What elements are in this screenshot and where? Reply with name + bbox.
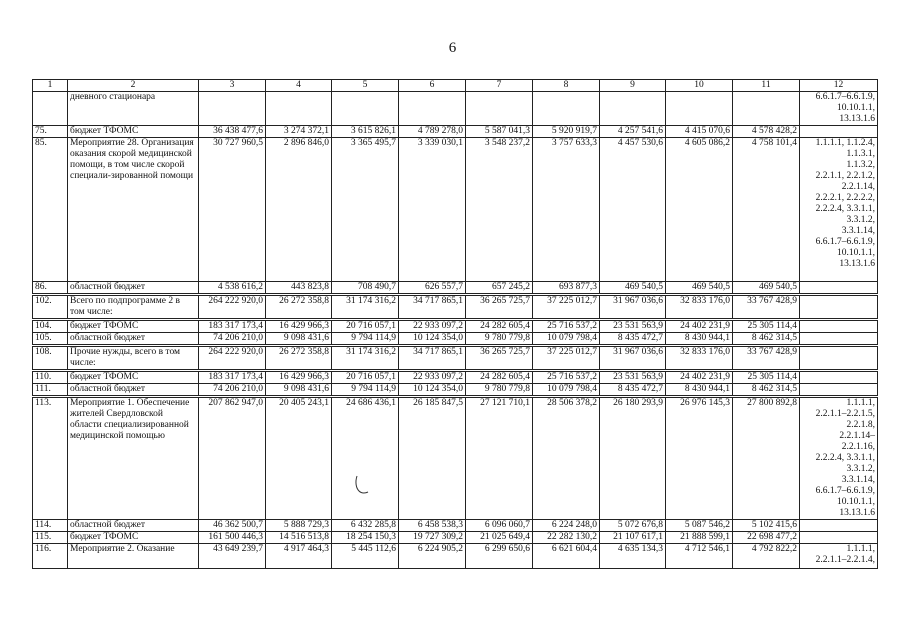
page-number: 6	[448, 40, 457, 56]
header-row	[33, 80, 878, 92]
row-name: областной бюджет	[68, 384, 199, 396]
value-col-4: 9 098 431,6	[266, 333, 332, 345]
row-number: 110.	[33, 372, 68, 384]
value-col-3: 30 727 960,5	[199, 138, 266, 282]
value-col-3: 264 222 920,0	[199, 347, 266, 370]
value-col-7: 657 245,2	[466, 282, 533, 294]
target-line: 3.3.1.14,	[841, 226, 875, 236]
row-number: 115.	[33, 532, 68, 544]
table-row	[33, 398, 878, 520]
target-line: 3.3.1.2,	[846, 464, 875, 474]
value-col-4: 26 272 358,8	[266, 347, 332, 370]
table-row	[33, 532, 878, 544]
value-col-8: 37 225 012,7	[533, 296, 600, 319]
value-col-7: 24 282 605,4	[466, 321, 533, 333]
row-number: 86.	[33, 282, 68, 294]
table-row	[33, 92, 878, 126]
target-line: 13.13.1.6	[839, 259, 875, 269]
target-indicators	[800, 520, 878, 532]
target-line: 2.2.1.14–	[839, 431, 875, 441]
target-line: 13.13.1.6	[839, 508, 875, 518]
value-col-11: 5 102 415,6	[733, 520, 800, 532]
table-row	[33, 372, 878, 384]
row-number	[33, 92, 68, 126]
header-cell-7: 7	[466, 80, 533, 92]
row-number: 108.	[33, 347, 68, 370]
value-col-10: 24 402 231,9	[666, 372, 733, 384]
target-indicators	[800, 398, 878, 520]
value-col-10: 8 430 944,1	[666, 333, 733, 345]
target-line: 1.1.3.2,	[846, 160, 875, 170]
value-col-4: 16 429 966,3	[266, 372, 332, 384]
value-col-10: 21 888 599,1	[666, 532, 733, 544]
value-col-3: 74 206 210,0	[199, 384, 266, 396]
row-name: дневного стационара	[68, 92, 199, 126]
value-col-3: 161 500 446,3	[199, 532, 266, 544]
header-cell-2: 2	[68, 80, 199, 92]
value-col-9: 23 531 563,9	[600, 372, 666, 384]
value-col-10: 4 605 086,2	[666, 138, 733, 282]
header-cell-11: 11	[733, 80, 800, 92]
value-col-5: 20 716 057,1	[332, 372, 399, 384]
target-indicators	[800, 372, 878, 384]
target-line: 2.2.2.1, 2.2.2.2,	[815, 193, 875, 203]
value-col-6: 4 789 278,0	[399, 126, 466, 138]
value-col-5: 31 174 316,2	[332, 347, 399, 370]
value-col-10: 32 833 176,0	[666, 347, 733, 370]
row-name: Прочие нужды, всего в том числе:	[68, 347, 199, 370]
row-name: областной бюджет	[68, 520, 199, 532]
value-col-9: 4 257 541,6	[600, 126, 666, 138]
value-col-11: 25 305 114,4	[733, 372, 800, 384]
value-col-9: 31 967 036,6	[600, 347, 666, 370]
value-col-6: 6 224 905,2	[399, 544, 466, 569]
target-indicators	[800, 126, 878, 138]
table-row	[33, 138, 878, 282]
value-col-9: 8 435 472,7	[600, 384, 666, 396]
target-line: 2.2.1.1–2.2.1.4,	[815, 555, 875, 565]
value-col-6: 626 557,7	[399, 282, 466, 294]
value-col-9: 26 180 293,9	[600, 398, 666, 520]
value-col-6: 19 727 309,2	[399, 532, 466, 544]
row-name: бюджет ТФОМС	[68, 126, 199, 138]
header-cell-9: 9	[600, 80, 666, 92]
value-col-10: 4 415 070,6	[666, 126, 733, 138]
value-col-5	[332, 92, 399, 126]
value-col-9: 21 107 617,1	[600, 532, 666, 544]
target-line: 2.2.1.1–2.2.1.5,	[815, 409, 875, 419]
value-col-6: 10 124 354,0	[399, 384, 466, 396]
target-indicators	[800, 544, 878, 569]
value-col-3: 46 362 500,7	[199, 520, 266, 532]
value-col-10: 26 976 145,3	[666, 398, 733, 520]
row-number: 75.	[33, 126, 68, 138]
value-col-11	[733, 92, 800, 126]
value-col-8: 25 716 537,2	[533, 372, 600, 384]
value-col-10: 8 430 944,1	[666, 384, 733, 396]
target-line: 2.2.1.16,	[841, 442, 875, 452]
row-name: бюджет ТФОМС	[68, 321, 199, 333]
value-col-8: 22 282 130,2	[533, 532, 600, 544]
value-col-9: 8 435 472,7	[600, 333, 666, 345]
value-col-4: 9 098 431,6	[266, 384, 332, 396]
value-col-5: 20 716 057,1	[332, 321, 399, 333]
value-col-9: 469 540,5	[600, 282, 666, 294]
row-name: областной бюджет	[68, 333, 199, 345]
table-row	[33, 321, 878, 333]
value-col-8: 6 621 604,4	[533, 544, 600, 569]
target-line: 2.2.2.4, 3.3.1.1,	[815, 453, 875, 463]
value-col-10: 469 540,5	[666, 282, 733, 294]
value-col-5: 24 686 436,1	[332, 398, 399, 520]
value-col-8: 28 506 378,2	[533, 398, 600, 520]
table-row	[33, 296, 878, 319]
target-line: 3.3.1.2,	[846, 215, 875, 225]
row-number: 104.	[33, 321, 68, 333]
value-col-4: 4 917 464,3	[266, 544, 332, 569]
value-col-8: 693 877,3	[533, 282, 600, 294]
value-col-11: 22 698 477,2	[733, 532, 800, 544]
row-number: 114.	[33, 520, 68, 532]
value-col-6: 22 933 097,2	[399, 372, 466, 384]
value-col-7: 36 265 725,7	[466, 296, 533, 319]
value-col-6: 10 124 354,0	[399, 333, 466, 345]
target-line: 13.13.1.6	[839, 114, 875, 124]
value-col-6: 3 339 030,1	[399, 138, 466, 282]
pen-scribble	[353, 474, 373, 496]
value-col-5: 9 794 114,9	[332, 333, 399, 345]
target-indicators	[800, 296, 878, 319]
table-row	[33, 544, 878, 569]
value-col-4: 14 516 513,8	[266, 532, 332, 544]
value-col-8: 25 716 537,2	[533, 321, 600, 333]
target-indicators	[800, 532, 878, 544]
row-number: 113.	[33, 398, 68, 520]
target-line: 1.1.3.1,	[846, 149, 875, 159]
target-indicators	[800, 282, 878, 294]
value-col-9	[600, 92, 666, 126]
value-col-9: 5 072 676,8	[600, 520, 666, 532]
row-name: Мероприятие 28. Организация оказания скорой медицинской помощи, в том числе скорой специали-зированной помощи	[68, 138, 199, 282]
table-row	[33, 520, 878, 532]
value-col-3	[199, 92, 266, 126]
value-col-5: 708 490,7	[332, 282, 399, 294]
table-row	[33, 126, 878, 138]
table-body	[33, 80, 878, 569]
value-col-8	[533, 92, 600, 126]
target-line: 1.1.1.1,	[846, 544, 875, 554]
value-col-8: 5 920 919,7	[533, 126, 600, 138]
value-col-7: 6 299 650,6	[466, 544, 533, 569]
header-cell-4: 4	[266, 80, 332, 92]
value-col-3: 36 438 477,6	[199, 126, 266, 138]
value-col-11: 8 462 314,5	[733, 333, 800, 345]
value-col-5: 3 365 495,7	[332, 138, 399, 282]
row-name: Мероприятие 1. Обеспечение жителей Свердловской области специализированной медицинской помощью	[68, 398, 199, 520]
target-line: 1.1.1.1, 1.1.2.4,	[815, 138, 875, 148]
value-col-7: 24 282 605,4	[466, 372, 533, 384]
value-col-11: 4 758 101,4	[733, 138, 800, 282]
value-col-6	[399, 92, 466, 126]
value-col-9: 4 457 530,6	[600, 138, 666, 282]
value-col-6: 26 185 847,5	[399, 398, 466, 520]
target-indicators	[800, 384, 878, 396]
value-col-4: 3 274 372,1	[266, 126, 332, 138]
value-col-3: 74 206 210,0	[199, 333, 266, 345]
value-col-6: 22 933 097,2	[399, 321, 466, 333]
table-row	[33, 347, 878, 370]
target-indicators	[800, 321, 878, 333]
header-cell-12: 12	[800, 80, 878, 92]
value-col-11: 25 305 114,4	[733, 321, 800, 333]
value-col-7: 21 025 649,4	[466, 532, 533, 544]
target-line: 6.6.1.7–6.6.1.9,	[815, 92, 875, 102]
header-cell-1: 1	[33, 80, 68, 92]
target-line: 1.1.1.1,	[846, 398, 875, 408]
value-col-8: 10 079 798,4	[533, 384, 600, 396]
value-col-10: 5 087 546,2	[666, 520, 733, 532]
value-col-6: 34 717 865,1	[399, 296, 466, 319]
value-col-3: 264 222 920,0	[199, 296, 266, 319]
row-number: 116.	[33, 544, 68, 569]
target-line: 10.10.1.1,	[837, 497, 875, 507]
value-col-5: 5 445 112,6	[332, 544, 399, 569]
target-line: 6.6.1.7–6.6.1.9,	[815, 237, 875, 247]
value-col-8: 3 757 633,3	[533, 138, 600, 282]
value-col-4: 5 888 729,3	[266, 520, 332, 532]
budget-table	[32, 79, 878, 569]
value-col-3: 4 538 616,2	[199, 282, 266, 294]
value-col-4: 2 896 846,0	[266, 138, 332, 282]
value-col-4: 20 405 243,1	[266, 398, 332, 520]
header-cell-5: 5	[332, 80, 399, 92]
value-col-7: 36 265 725,7	[466, 347, 533, 370]
row-number: 111.	[33, 384, 68, 396]
value-col-10: 4 712 546,1	[666, 544, 733, 569]
value-col-3: 183 317 173,4	[199, 321, 266, 333]
value-col-11: 33 767 428,9	[733, 347, 800, 370]
target-indicators	[800, 333, 878, 345]
target-indicators	[800, 138, 878, 282]
value-col-9: 23 531 563,9	[600, 321, 666, 333]
value-col-4	[266, 92, 332, 126]
value-col-7	[466, 92, 533, 126]
header-cell-10: 10	[666, 80, 733, 92]
value-col-11: 8 462 314,5	[733, 384, 800, 396]
value-col-11: 33 767 428,9	[733, 296, 800, 319]
row-name: бюджет ТФОМС	[68, 532, 199, 544]
value-col-10: 24 402 231,9	[666, 321, 733, 333]
target-line: 2.2.1.14,	[841, 182, 875, 192]
value-col-5: 9 794 114,9	[332, 384, 399, 396]
header-cell-6: 6	[399, 80, 466, 92]
row-name: областной бюджет	[68, 282, 199, 294]
value-col-9: 4 635 134,3	[600, 544, 666, 569]
row-name: Всего по подпрограмме 2 в том числе:	[68, 296, 199, 319]
table-row	[33, 282, 878, 294]
value-col-4: 16 429 966,3	[266, 321, 332, 333]
value-col-3: 207 862 947,0	[199, 398, 266, 520]
target-line: 6.6.1.7–6.6.1.9,	[815, 486, 875, 496]
row-number: 85.	[33, 138, 68, 282]
value-col-7: 5 587 041,3	[466, 126, 533, 138]
target-line: 10.10.1.1,	[837, 103, 875, 113]
row-name: бюджет ТФОМС	[68, 372, 199, 384]
target-line: 2.2.2.4, 3.3.1.1,	[815, 204, 875, 214]
value-col-7: 3 548 237,2	[466, 138, 533, 282]
target-line: 2.2.1.1, 2.2.1.2,	[815, 171, 875, 181]
value-col-5: 3 615 826,1	[332, 126, 399, 138]
value-col-10	[666, 92, 733, 126]
target-line: 10.10.1.1,	[837, 248, 875, 258]
value-col-11: 4 578 428,2	[733, 126, 800, 138]
value-col-3: 43 649 239,7	[199, 544, 266, 569]
row-number: 102.	[33, 296, 68, 319]
value-col-7: 27 121 710,1	[466, 398, 533, 520]
table-row	[33, 333, 878, 345]
value-col-9: 31 967 036,6	[600, 296, 666, 319]
value-col-8: 6 224 248,0	[533, 520, 600, 532]
target-line: 2.2.1.8,	[846, 420, 875, 430]
table-row	[33, 384, 878, 396]
value-col-3: 183 317 173,4	[199, 372, 266, 384]
value-col-5: 31 174 316,2	[332, 296, 399, 319]
value-col-6: 6 458 538,3	[399, 520, 466, 532]
value-col-7: 9 780 779,8	[466, 384, 533, 396]
value-col-4: 26 272 358,8	[266, 296, 332, 319]
value-col-11: 27 800 892,8	[733, 398, 800, 520]
value-col-5: 6 432 285,8	[332, 520, 399, 532]
row-number: 105.	[33, 333, 68, 345]
target-indicators	[800, 92, 878, 126]
target-line: 3.3.1.14,	[841, 475, 875, 485]
value-col-11: 4 792 822,2	[733, 544, 800, 569]
header-cell-3: 3	[199, 80, 266, 92]
target-indicators	[800, 347, 878, 370]
value-col-4: 443 823,8	[266, 282, 332, 294]
value-col-11: 469 540,5	[733, 282, 800, 294]
row-name: Мероприятие 2. Оказание	[68, 544, 199, 569]
value-col-8: 10 079 798,4	[533, 333, 600, 345]
header-cell-8: 8	[533, 80, 600, 92]
value-col-8: 37 225 012,7	[533, 347, 600, 370]
value-col-6: 34 717 865,1	[399, 347, 466, 370]
value-col-5: 18 254 150,3	[332, 532, 399, 544]
value-col-7: 9 780 779,8	[466, 333, 533, 345]
value-col-7: 6 096 060,7	[466, 520, 533, 532]
value-col-10: 32 833 176,0	[666, 296, 733, 319]
